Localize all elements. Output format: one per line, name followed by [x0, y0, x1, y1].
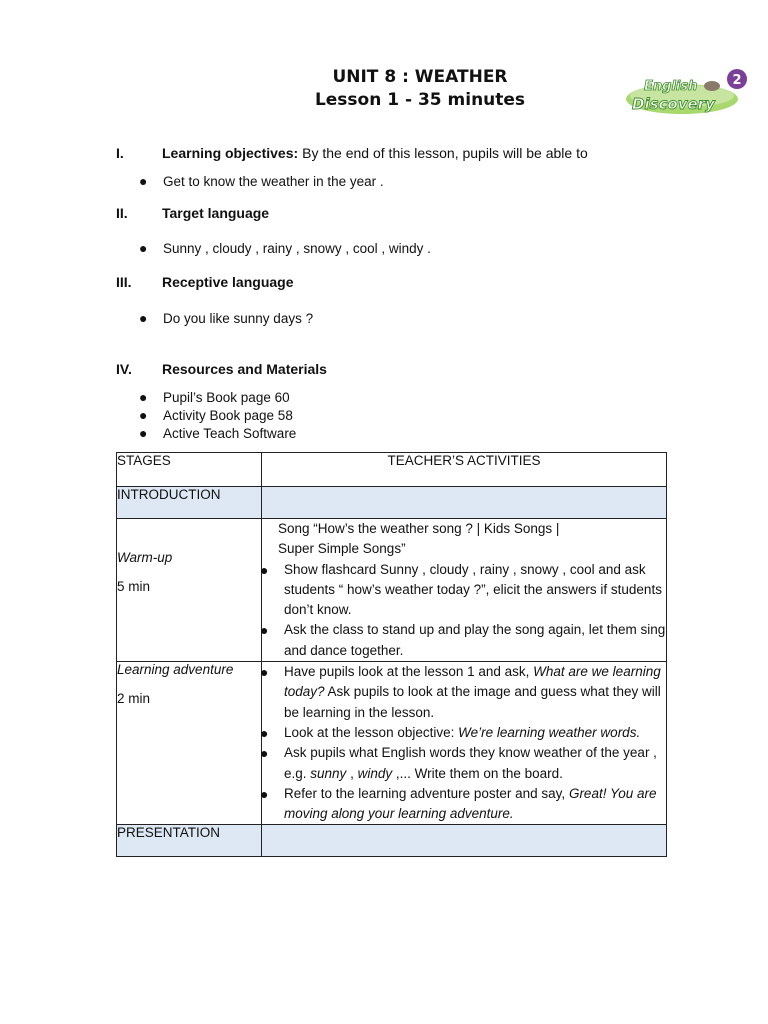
activity-text: Ask the class to stand up and play the song again, let them sing and dance together. [284, 622, 666, 658]
section-text: By the end of this lesson, pupils will be able to [302, 145, 588, 161]
bullet-item [139, 425, 296, 441]
song-line: Super Simple Songs” [278, 541, 406, 557]
logo-word-english: English [644, 79, 698, 94]
section-number: II. [116, 205, 128, 221]
bullet-dot-icon: ● [260, 664, 269, 681]
activity-item [262, 723, 666, 743]
bullet-dot-icon: ● [139, 310, 148, 326]
bullet-item [139, 389, 290, 405]
bullet-text: Do you like sunny days ? [163, 310, 314, 326]
title-block [220, 66, 620, 112]
presentation-stage: PRESENTATION [117, 825, 262, 857]
teacher-activities-header: TEACHER’S ACTIVITIES [262, 453, 667, 487]
section-target-language [116, 205, 269, 221]
text-run: Ask pupils what English words they know weather of the year , e.g. [284, 745, 657, 781]
bullet-dot-icon: ● [139, 407, 148, 423]
learning-adventure-stage [117, 662, 262, 825]
text-run: ,... Write them on the board. [392, 765, 563, 781]
bullet-dot-icon: ● [260, 785, 269, 802]
text-run: , [346, 765, 358, 781]
activity-text: Show flashcard Sunny , cloudy , rainy , snowy , cool and ask students “ how’s weather today ?”, elicit the answers if students don’t know. [284, 561, 662, 618]
bullet-text: Sunny , cloudy , rainy , snowy , cool , windy . [163, 240, 431, 256]
section-number: IV. [116, 361, 132, 377]
activity-item [262, 620, 666, 661]
activity-item [262, 560, 666, 621]
bullet-text: Get to know the weather in the year . [163, 173, 384, 189]
activity-item [262, 743, 666, 784]
table-row-warmup [117, 519, 667, 662]
introduction-activities [262, 487, 667, 519]
bullet-dot-icon: ● [139, 389, 148, 405]
bullet-dot-icon: ● [260, 561, 269, 578]
bullet-dot-icon: ● [139, 240, 148, 256]
section-number: III. [116, 274, 132, 290]
section-learning-objectives [116, 145, 588, 161]
bullet-dot-icon: ● [139, 173, 148, 189]
bullet-item [139, 240, 431, 256]
table-row-presentation [117, 825, 667, 857]
activity-text [284, 662, 666, 723]
bullet-dot-icon: ● [260, 622, 269, 639]
activity-text [284, 723, 666, 743]
activity-item [262, 662, 666, 723]
section-title: Learning objectives: [162, 145, 299, 161]
warmup-duration: 5 min [117, 579, 151, 594]
logo-badge-number: 2 [732, 73, 742, 88]
introduction-stage: INTRODUCTION [117, 487, 262, 519]
logo-word-discovery: Discovery [632, 95, 715, 113]
text-run: Have pupils look at the lesson 1 and ask, [284, 664, 534, 680]
lesson-subtitle: Lesson 1 - 35 minutes [314, 90, 526, 110]
section-title: Target language [162, 205, 270, 221]
presentation-activities [262, 825, 667, 857]
section-title: Resources and Materials [162, 361, 327, 377]
bullet-item [139, 310, 313, 326]
bullet-text: Pupil’s Book page 60 [163, 389, 290, 405]
table-row-introduction [117, 487, 667, 519]
bullet-text: Activity Book page 58 [163, 407, 293, 423]
warmup-stage [117, 519, 262, 662]
song-line: Song “How’s the weather song ? | Kids Songs | [278, 521, 560, 536]
learning-adventure-activities [262, 662, 667, 825]
section-resources-materials [116, 361, 327, 377]
english-discovery-logo [624, 66, 752, 118]
text-run: Refer to the learning adventure poster and say, [284, 785, 569, 801]
table-header-row [117, 453, 667, 487]
warmup-activities [262, 519, 667, 662]
bullet-item [139, 407, 293, 423]
italic-example: sunny [310, 765, 347, 781]
bullet-item [139, 173, 384, 189]
activity-text [284, 784, 666, 825]
section-number: I. [116, 145, 124, 161]
section-title: Receptive language [162, 274, 294, 290]
italic-quote: Great! You are moving along your learning adventure. [284, 785, 657, 822]
italic-question: What are we learning today? [284, 664, 661, 700]
bullet-text: Active Teach Software [163, 425, 297, 441]
text-run: Look at the lesson objective: [284, 724, 459, 740]
bullet-dot-icon: ● [139, 425, 148, 441]
learning-adventure-label: Learning adventure [117, 662, 234, 678]
italic-example: windy [357, 765, 393, 781]
lesson-stages-table [116, 452, 667, 857]
activity-text [284, 743, 666, 784]
learning-adventure-duration: 2 min [117, 691, 151, 707]
bullet-dot-icon: ● [260, 724, 269, 741]
warmup-label: Warm-up [117, 550, 173, 565]
logo-mascot-icon [704, 81, 720, 91]
stages-header: STAGES [117, 453, 262, 487]
italic-objective: We’re learning weather words. [458, 724, 641, 740]
table-row-learning-adventure [117, 662, 667, 825]
activity-item [262, 784, 666, 825]
section-receptive-language [116, 274, 294, 290]
bullet-dot-icon: ● [260, 745, 269, 762]
unit-title: UNIT 8 : WEATHER [332, 67, 508, 87]
text-run: Ask pupils to look at the image and guess what they will be learning in the lesson. [284, 684, 661, 720]
